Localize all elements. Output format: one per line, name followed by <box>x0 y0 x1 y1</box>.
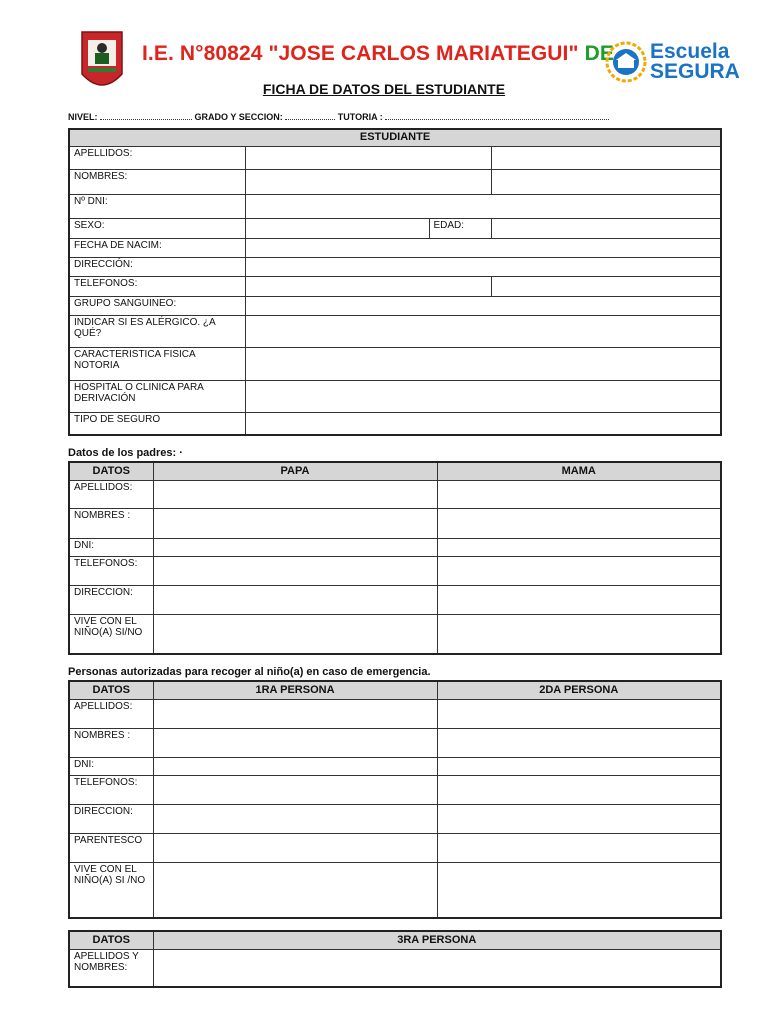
edad-label: EDAD: <box>429 218 491 238</box>
person2-field[interactable] <box>437 804 721 833</box>
third-person-table <box>68 930 722 988</box>
authorized-section-title: Personas autorizadas para recoger al niño(a) en caso de emergencia. <box>68 666 431 678</box>
papa-field[interactable] <box>153 556 437 585</box>
alergico-field[interactable] <box>245 315 721 347</box>
person2-field[interactable] <box>437 775 721 804</box>
grado-field[interactable] <box>285 112 335 120</box>
parents-col-papa: PAPA <box>153 462 437 480</box>
authorized-row-label: TELEFONOS: <box>69 775 153 804</box>
third-col-1: 3RA PERSONA <box>153 931 721 949</box>
hospital-field[interactable] <box>245 380 721 412</box>
authorized-col-2: 2DA PERSONA <box>437 681 721 699</box>
course-info-line <box>68 112 722 122</box>
parents-row-label: VIVE CON EL NIÑO(A) SI/NO <box>69 614 153 654</box>
telefonos-label: TELEFONOS: <box>69 276 245 296</box>
person1-field[interactable] <box>153 757 437 775</box>
nombres-label: NOMBRES: <box>69 169 245 194</box>
person1-field[interactable] <box>153 833 437 862</box>
person1-field[interactable] <box>153 728 437 757</box>
form-title: FICHA DE DATOS DEL ESTUDIANTE <box>262 81 506 97</box>
papa-field[interactable] <box>153 480 437 508</box>
sexo-label: SEXO: <box>69 218 245 238</box>
authorized-row-label: APELLIDOS: <box>69 699 153 728</box>
mama-field[interactable] <box>437 480 721 508</box>
parents-row-label: TELEFONOS: <box>69 556 153 585</box>
sexo-field[interactable] <box>245 218 429 238</box>
parents-col-mama: MAMA <box>437 462 721 480</box>
mama-field[interactable] <box>437 556 721 585</box>
person1-field[interactable] <box>153 862 437 918</box>
parents-row-label: APELLIDOS: <box>69 480 153 508</box>
caracteristica-field[interactable] <box>245 347 721 380</box>
logo-line-1: Escuela <box>650 40 730 63</box>
papa-field[interactable] <box>153 508 437 538</box>
tutoria-field[interactable] <box>385 112 609 120</box>
nivel-label: NIVEL: <box>68 112 98 122</box>
person1-field[interactable] <box>153 804 437 833</box>
fecha-field[interactable] <box>245 238 721 257</box>
person2-field[interactable] <box>437 728 721 757</box>
nombres-field-2[interactable] <box>491 169 721 194</box>
authorized-row-label: DIRECCION: <box>69 804 153 833</box>
authorized-row-label: VIVE CON EL NIÑO(A) SI /NO <box>69 862 153 918</box>
papa-field[interactable] <box>153 614 437 654</box>
seguro-field[interactable] <box>245 412 721 435</box>
grado-label: GRADO Y SECCION: <box>194 112 283 122</box>
authorized-row-label: NOMBRES : <box>69 728 153 757</box>
nombres-field-1[interactable] <box>245 169 491 194</box>
papa-field[interactable] <box>153 538 437 556</box>
nivel-field[interactable] <box>100 112 192 120</box>
parents-section-title: Datos de los padres: · <box>68 447 183 459</box>
papa-field[interactable] <box>153 585 437 614</box>
tutoria-label: TUTORIA : <box>337 112 383 122</box>
student-heading: ESTUDIANTE <box>69 129 721 146</box>
escuela-segura-logo-icon <box>604 40 648 84</box>
grupo-label: GRUPO SANGUINEO: <box>69 296 245 315</box>
person3-field[interactable] <box>153 949 721 987</box>
mama-field[interactable] <box>437 508 721 538</box>
parents-col-datos: DATOS <box>69 462 153 480</box>
parents-row-label: NOMBRES : <box>69 508 153 538</box>
grupo-field[interactable] <box>245 296 721 315</box>
parents-row-label: DNI: <box>69 538 153 556</box>
third-row-label: APELLIDOS Y NOMBRES: <box>69 949 153 987</box>
direccion-label: DIRECCIÓN: <box>69 257 245 276</box>
telefonos-field-1[interactable] <box>245 276 491 296</box>
person2-field[interactable] <box>437 862 721 918</box>
edad-field[interactable] <box>491 218 721 238</box>
person2-field[interactable] <box>437 833 721 862</box>
authorized-col-datos: DATOS <box>69 681 153 699</box>
mama-field[interactable] <box>437 585 721 614</box>
fecha-label: FECHA DE NACIM: <box>69 238 245 257</box>
school-name-suffix: DE <box>584 42 614 65</box>
seguro-label: TIPO DE SEGURO <box>69 412 245 435</box>
caracteristica-label: CARACTERISTICA FISICA NOTORIA <box>69 347 245 380</box>
telefonos-field-2[interactable] <box>491 276 721 296</box>
logo-line-2: SEGURA <box>650 60 740 83</box>
person2-field[interactable] <box>437 757 721 775</box>
authorized-table <box>68 680 722 919</box>
dni-label: Nº DNI: <box>69 194 245 218</box>
third-col-datos: DATOS <box>69 931 153 949</box>
person1-field[interactable] <box>153 699 437 728</box>
alergico-label: INDICAR SI ES ALÉRGICO. ¿A QUÉ? <box>69 315 245 347</box>
direccion-field[interactable] <box>245 257 721 276</box>
apellidos-field-1[interactable] <box>245 146 491 169</box>
apellidos-label: APELLIDOS: <box>69 146 245 169</box>
apellidos-field-2[interactable] <box>491 146 721 169</box>
dni-field[interactable] <box>245 194 721 218</box>
person2-field[interactable] <box>437 699 721 728</box>
authorized-row-label: DNI: <box>69 757 153 775</box>
escuela-segura-logo <box>650 42 740 82</box>
mama-field[interactable] <box>437 538 721 556</box>
authorized-row-label: PARENTESCO <box>69 833 153 862</box>
parents-table <box>68 461 722 655</box>
student-table <box>68 128 722 436</box>
person1-field[interactable] <box>153 775 437 804</box>
hospital-label: HOSPITAL O CLINICA PARA DERIVACIÓN <box>69 380 245 412</box>
authorized-col-1: 1RA PERSONA <box>153 681 437 699</box>
school-name: I.E. N°80824 "JOSE CARLOS MARIATEGUI" DE <box>142 42 614 65</box>
parents-row-label: DIRECCION: <box>69 585 153 614</box>
mama-field[interactable] <box>437 614 721 654</box>
